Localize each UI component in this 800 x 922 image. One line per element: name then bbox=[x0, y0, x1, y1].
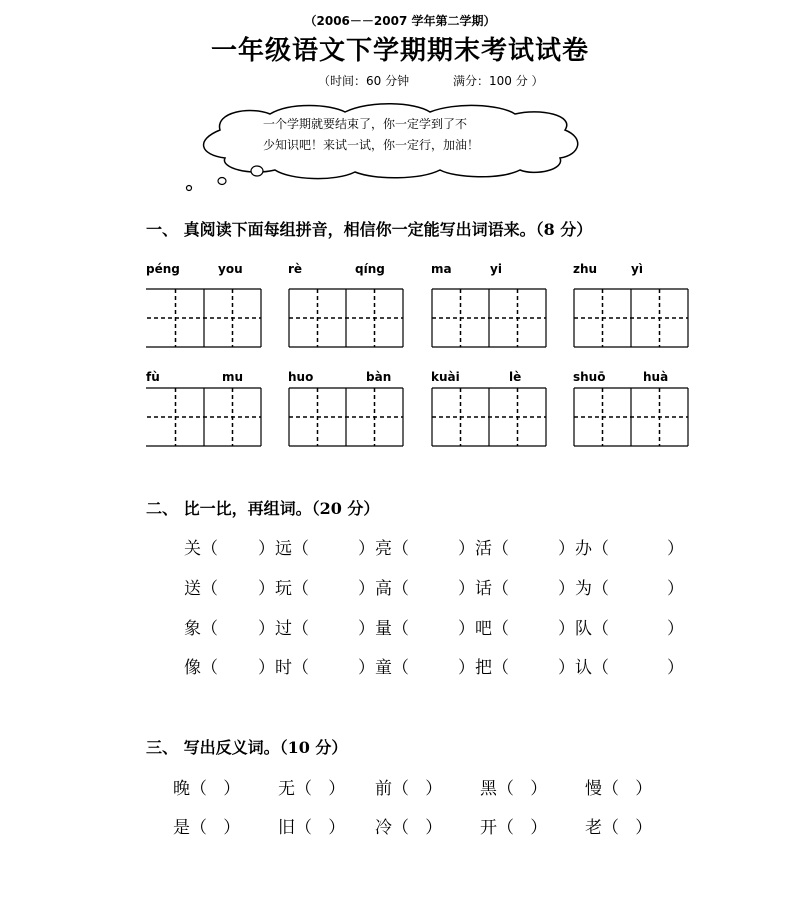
writing-grid[interactable] bbox=[431, 288, 547, 348]
school-year-line: （2006－－2007 学年第二学期） bbox=[304, 14, 496, 28]
word-blank-end: ） bbox=[667, 658, 684, 678]
antonym-item: 晚（ ） bbox=[173, 779, 241, 799]
writing-grid[interactable] bbox=[288, 288, 404, 348]
compare-item: ）认（ bbox=[558, 658, 609, 678]
compare-item: 象（ bbox=[184, 619, 218, 639]
pinyin-syllable: kuài bbox=[431, 370, 460, 384]
antonym-item: 慢（ ） bbox=[585, 779, 653, 799]
compare-item: ）话（ bbox=[458, 579, 509, 599]
pinyin-syllable: péng bbox=[146, 262, 180, 276]
compare-item: 送（ bbox=[184, 579, 218, 599]
word-blank-end: ） bbox=[667, 579, 684, 599]
pinyin-syllable: yi bbox=[490, 262, 502, 276]
compare-item: ）活（ bbox=[458, 539, 509, 559]
pinyin-syllable: huo bbox=[288, 370, 314, 384]
compare-item: 关（ bbox=[184, 539, 218, 559]
antonym-item: 旧（ ） bbox=[278, 818, 346, 838]
pinyin-syllable: shuō bbox=[573, 370, 606, 384]
compare-item: ）玩（ bbox=[258, 579, 309, 599]
compare-item: ）把（ bbox=[458, 658, 509, 678]
pinyin-syllable: fù bbox=[146, 370, 160, 384]
writing-grid[interactable] bbox=[573, 288, 689, 348]
antonym-item: 老（ ） bbox=[585, 818, 653, 838]
antonym-item: 开（ ） bbox=[480, 818, 548, 838]
section-3-heading: 三、 写出反义词。（10 分） bbox=[146, 738, 348, 757]
compare-item: ）办（ bbox=[558, 539, 609, 559]
pinyin-syllable: bàn bbox=[366, 370, 392, 384]
compare-item: ）为（ bbox=[558, 579, 609, 599]
writing-grid[interactable] bbox=[431, 387, 547, 447]
section-2-heading: 二、 比一比，再组词。（20 分） bbox=[146, 499, 380, 518]
pinyin-syllable: rè bbox=[288, 262, 303, 276]
compare-item: ）亮（ bbox=[358, 539, 409, 559]
writing-grid[interactable] bbox=[146, 288, 262, 348]
exam-score: 满分：100 分 ） bbox=[453, 74, 544, 88]
cloud-line-1: 一个学期就要结束了，你一定学到了不 bbox=[263, 117, 468, 131]
writing-grid[interactable] bbox=[573, 387, 689, 447]
page-title: 一年级语文下学期期末考试试卷 bbox=[210, 36, 589, 66]
cloud-line-2: 少知识吧！来试一试，你一定行，加油！ bbox=[263, 138, 480, 152]
compare-item: ）队（ bbox=[558, 619, 609, 639]
compare-item: ）远（ bbox=[258, 539, 309, 559]
pinyin-syllable: mu bbox=[222, 370, 244, 384]
section-1-heading: 一、 真阅读下面每组拼音，相信你一定能写出词语来。（8 分） bbox=[146, 220, 593, 239]
compare-item: ）高（ bbox=[358, 579, 409, 599]
pinyin-syllable: zhu bbox=[573, 262, 598, 276]
pinyin-syllable: huà bbox=[643, 370, 669, 384]
pinyin-syllable: yì bbox=[631, 262, 643, 276]
exam-time: （时间：60 分钟 bbox=[318, 74, 410, 88]
word-blank-end: ） bbox=[667, 619, 684, 639]
compare-item: 像（ bbox=[184, 658, 218, 678]
antonym-item: 黑（ ） bbox=[480, 779, 548, 799]
pinyin-syllable: lè bbox=[509, 370, 522, 384]
compare-item: ）童（ bbox=[358, 658, 409, 678]
antonym-item: 无（ ） bbox=[278, 779, 346, 799]
compare-item: ）时（ bbox=[258, 658, 309, 678]
pinyin-syllable: you bbox=[218, 262, 243, 276]
pinyin-syllable: qíng bbox=[355, 262, 385, 276]
antonym-item: 前（ ） bbox=[375, 779, 443, 799]
word-blank-end: ） bbox=[667, 539, 684, 559]
writing-grid[interactable] bbox=[288, 387, 404, 447]
antonym-item: 冷（ ） bbox=[375, 818, 443, 838]
compare-item: ）量（ bbox=[358, 619, 409, 639]
antonym-item: 是（ ） bbox=[173, 818, 241, 838]
compare-item: ）吧（ bbox=[458, 619, 509, 639]
pinyin-syllable: ma bbox=[431, 262, 452, 276]
writing-grid[interactable] bbox=[146, 387, 262, 447]
compare-item: ）过（ bbox=[258, 619, 309, 639]
